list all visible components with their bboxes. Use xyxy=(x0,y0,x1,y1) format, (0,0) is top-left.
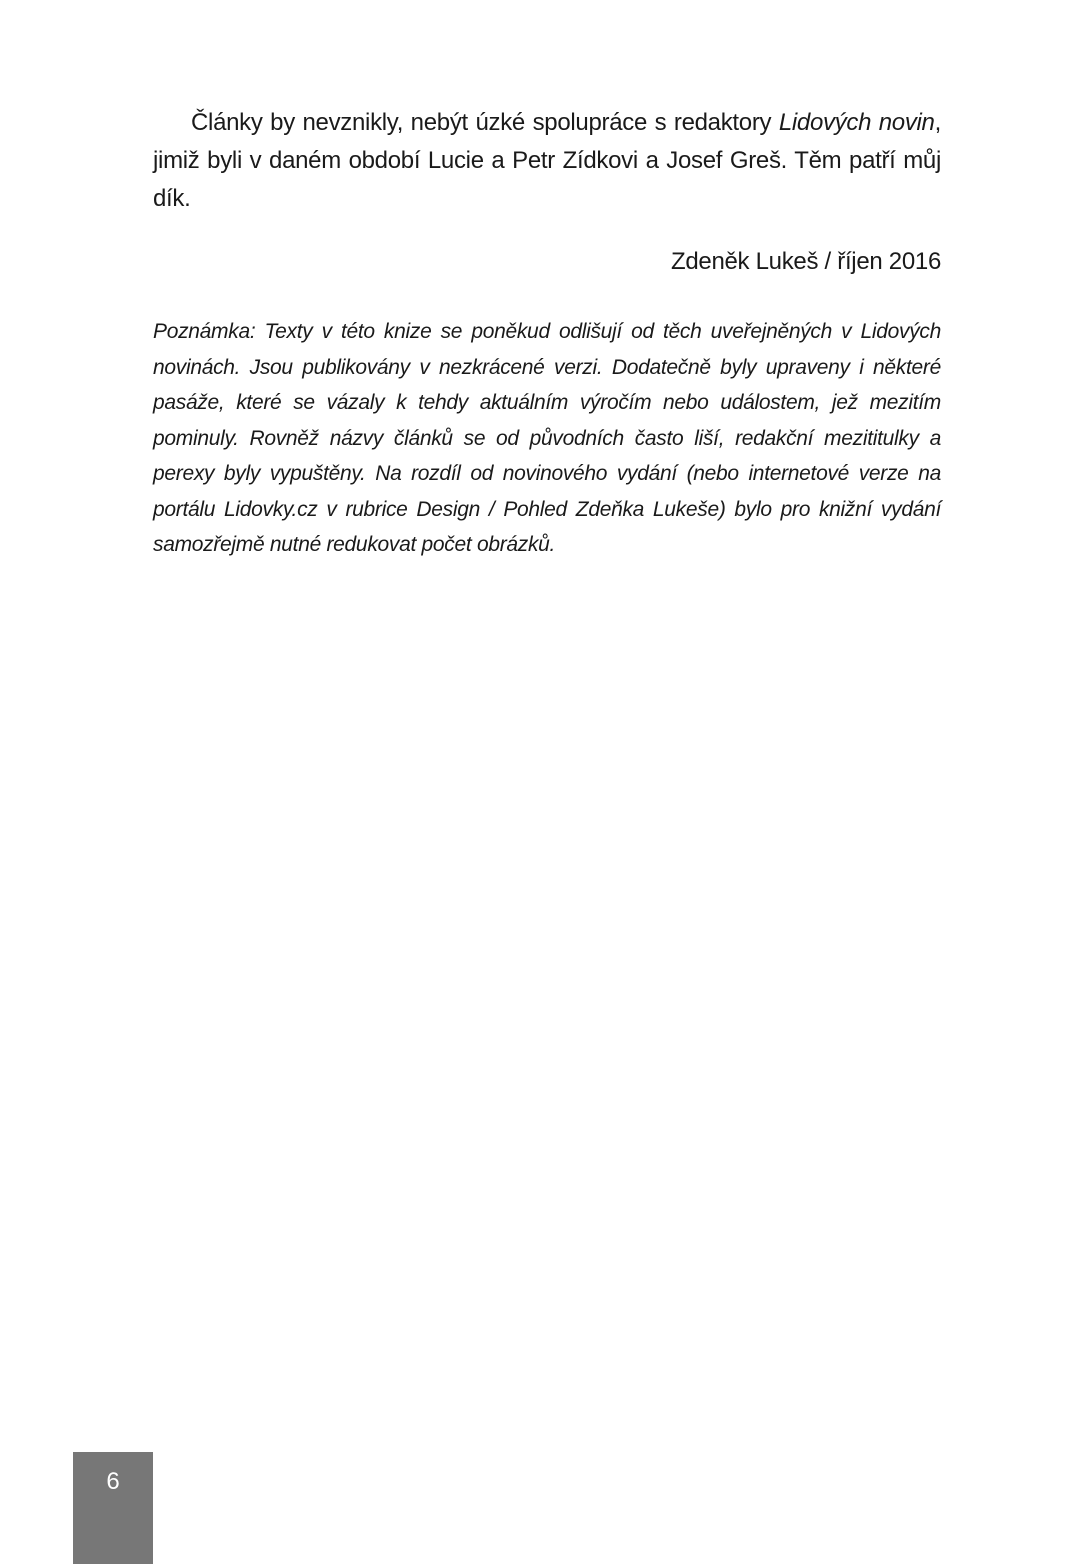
paragraph-text-start: Články by nevznikly, nebýt úzké spolupráce s redaktory xyxy=(191,109,779,136)
paragraph-text-end: , jimiž byli v daném období Lucie a Petr Zídkovi a Josef Greš. Těm patří můj dík. xyxy=(153,109,941,212)
page-number: 6 xyxy=(106,1468,120,1495)
newspaper-title: Lidových novin xyxy=(778,109,935,136)
author-signature: Zdeněk Lukeš / říjen 2016 xyxy=(670,248,941,275)
page-number-tab xyxy=(73,1452,153,1564)
page-content xyxy=(153,104,941,563)
acknowledgement-paragraph xyxy=(153,104,941,218)
editorial-note: Poznámka: Texty v této knize se poněkud odlišují od těch uveřejněných v Lidových novinách. Jsou publikovány v nezkrácené verzi. Dodatečně byly upraveny i některé pasáže, které se vázaly k tehdy aktuálním výročím nebo událostem, jež mezitím pominuly. Rovněž názvy článků se od původních často liší, redakční mezititulky a perexy byly vypuštěny. Na rozdíl od novinového vydání (nebo internetové verze na portálu Lidovky.cz v rubrice Design / Pohled Zdeňka Lukeše) bylo pro knižní vydání samozřejmě nutné redukovat počet obrázků. xyxy=(153,320,941,556)
